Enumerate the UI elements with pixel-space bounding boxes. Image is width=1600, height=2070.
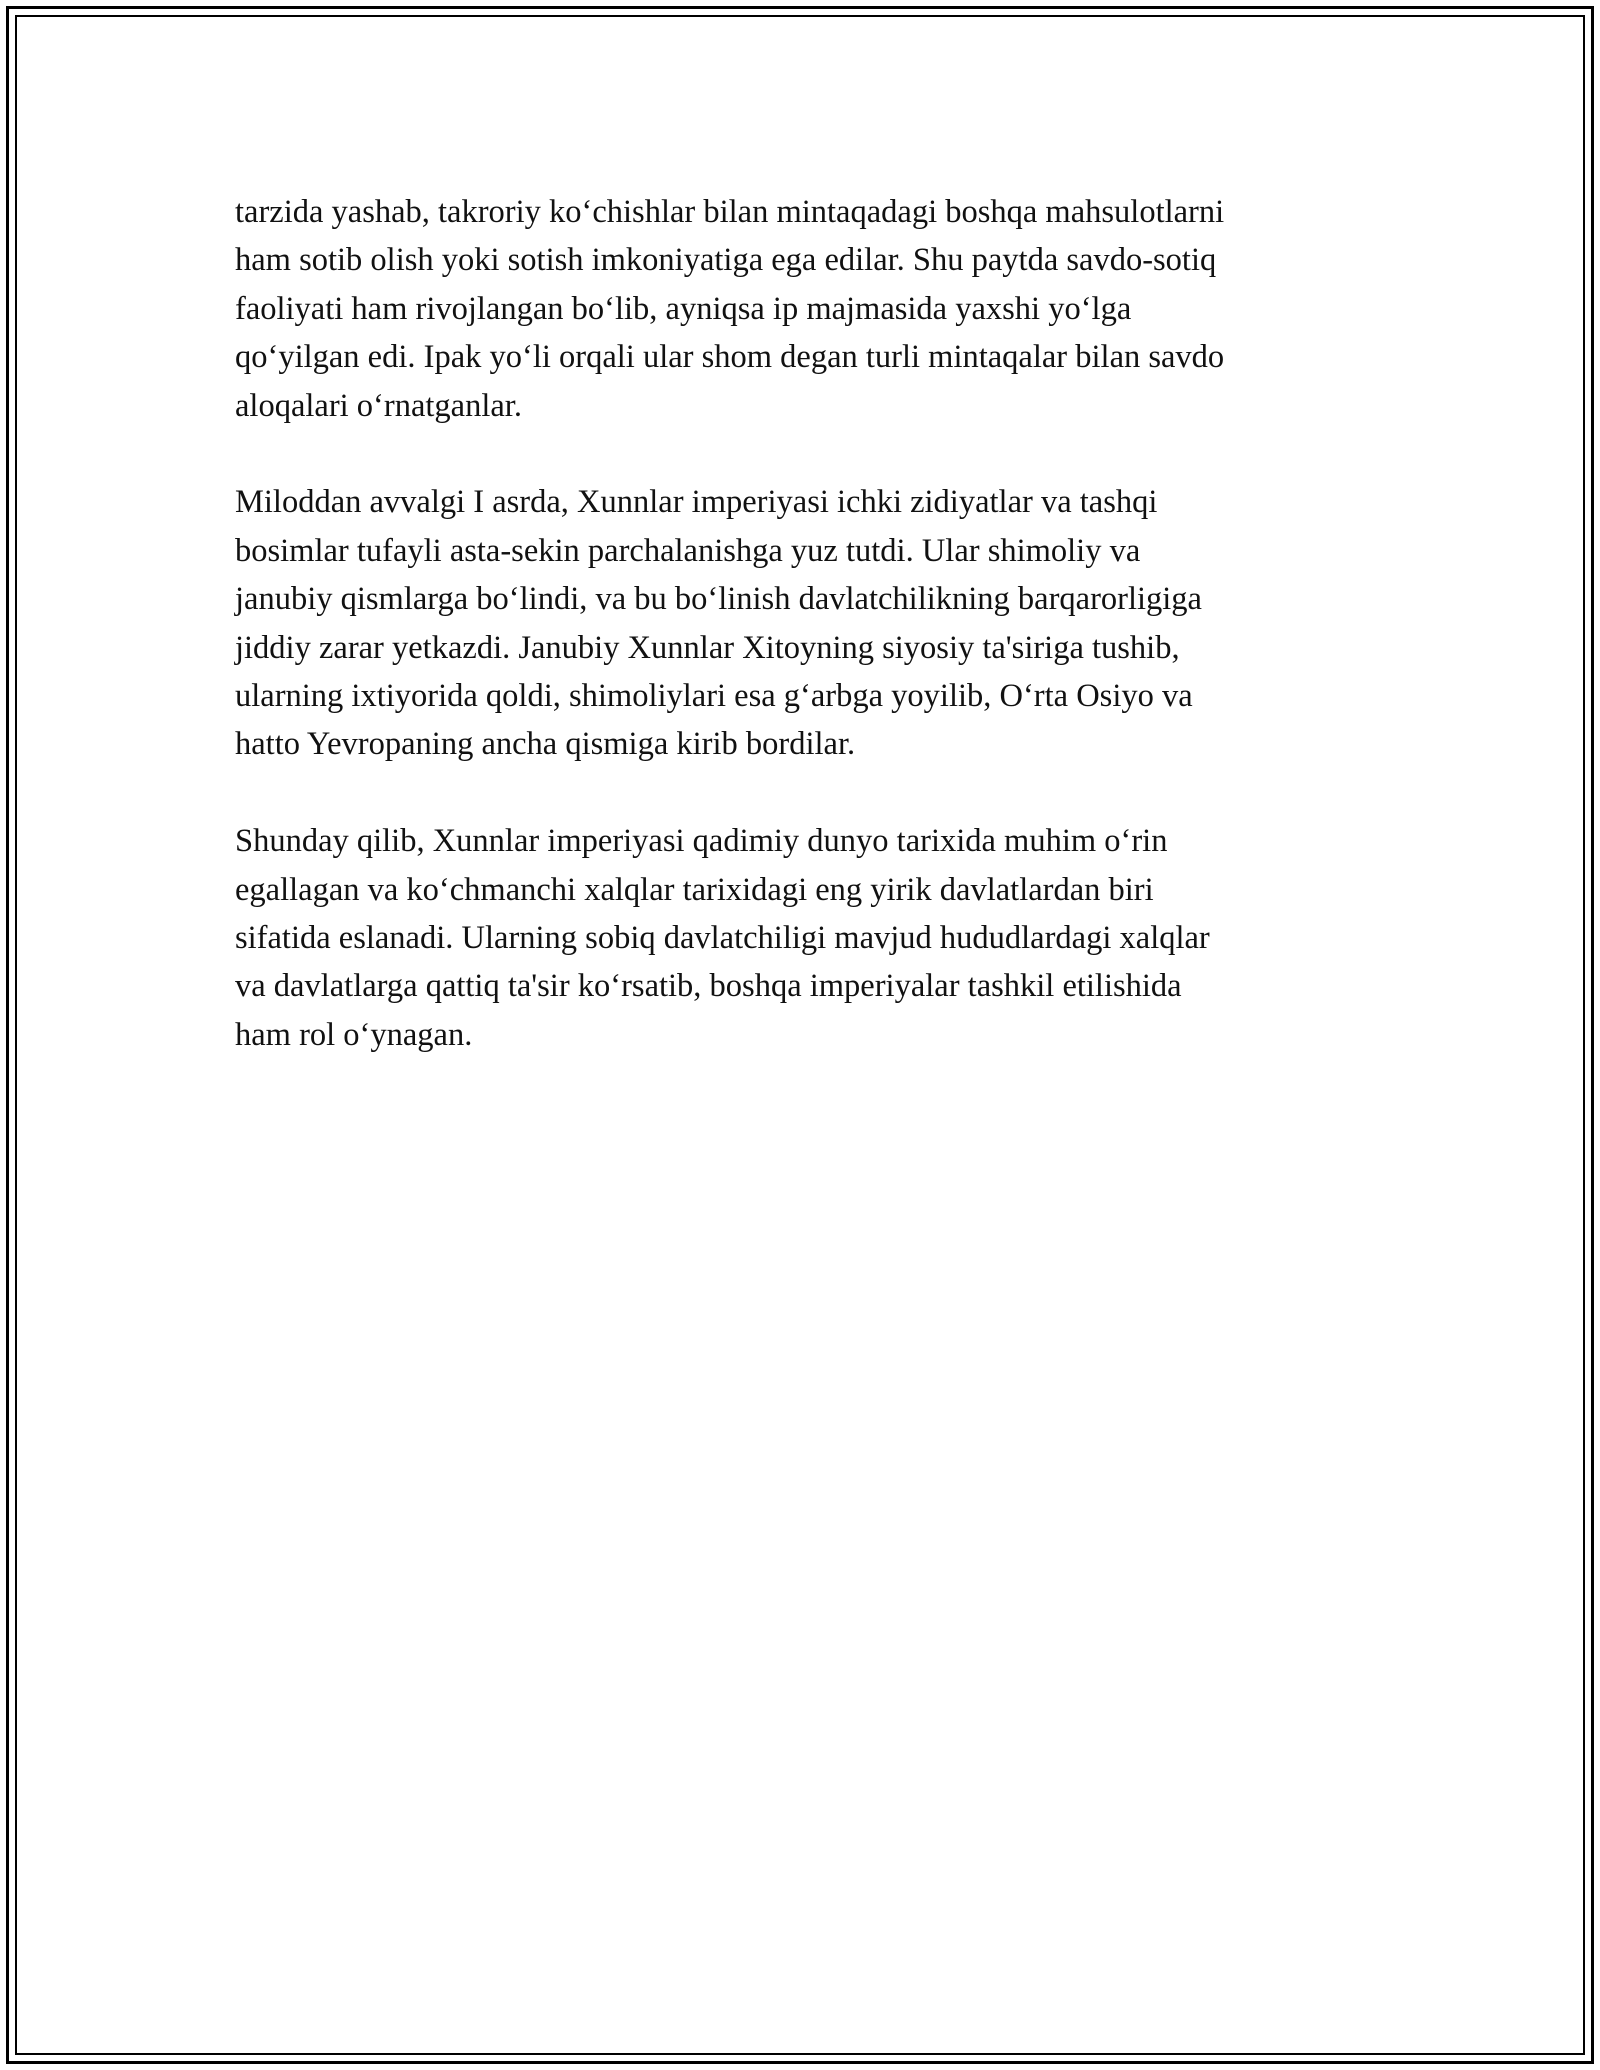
text-line: jiddiy zarar yetkazdi. Janubiy Xunnlar Xitoyning siyosiy ta'siriga tushib, bbox=[235, 629, 1180, 666]
text-line: janubiy qismlarga bo‘lindi, va bu bo‘linish davlatchilikning barqarorligiga bbox=[235, 581, 1202, 618]
text-line: aloqalari o‘rnatganlar. bbox=[235, 387, 522, 424]
text-line: tarzida yashab, takroriy ko‘chishlar bilan mintaqadagi boshqa mahsulotlarni bbox=[235, 194, 1225, 230]
text-line: qo‘yilgan edi. Ipak yo‘li orqali ular shom degan turli mintaqalar bilan savdo bbox=[235, 339, 1225, 376]
text-line: ham sotib olish yoki sotish imkoniyatiga ega edilar. Shu paytda savdo-sotiq bbox=[235, 242, 1217, 279]
text-line: egallagan va ko‘chmanchi xalqlar tarixidagi eng yirik davlatlardan biri bbox=[235, 871, 1154, 908]
text-line: faoliyati ham rivojlangan bo‘lib, ayniqsa ip majmasida yaxshi yo‘lga bbox=[235, 290, 1132, 327]
text-line: Shunday qilib, Xunnlar imperiyasi qadimiy dunyo tarixida muhim o‘rin bbox=[235, 823, 1168, 860]
text-line: ularning ixtiyorida qoldi, shimoliylari esa g‘arbga yoyilib, O‘rta Osiyo va bbox=[235, 678, 1193, 715]
text-line: ham rol o‘ynagan. bbox=[235, 1016, 473, 1053]
text-line: bosimlar tufayli asta-sekin parchalanishga yuz tutdi. Ular shimoliy va bbox=[235, 532, 1141, 569]
paragraph-3 bbox=[235, 817, 1375, 1059]
text-line: va davlatlarga qattiq ta'sir ko‘rsatib, boshqa imperiyalar tashkil etilishida bbox=[235, 968, 1182, 1005]
text-line: sifatida eslanadi. Ularning sobiq davlatchiligi mavjud hududlardagi xalqlar bbox=[235, 920, 1210, 957]
paragraph-1 bbox=[235, 188, 1375, 430]
document-body bbox=[235, 188, 1375, 1108]
text-line: Miloddan avvalgi I asrda, Xunnlar imperiyasi ichki zidiyatlar va tashqi bbox=[235, 484, 1158, 521]
text-line: hatto Yevropaning ancha qismiga kirib bordilar. bbox=[235, 726, 856, 763]
paragraph-2 bbox=[235, 478, 1375, 768]
